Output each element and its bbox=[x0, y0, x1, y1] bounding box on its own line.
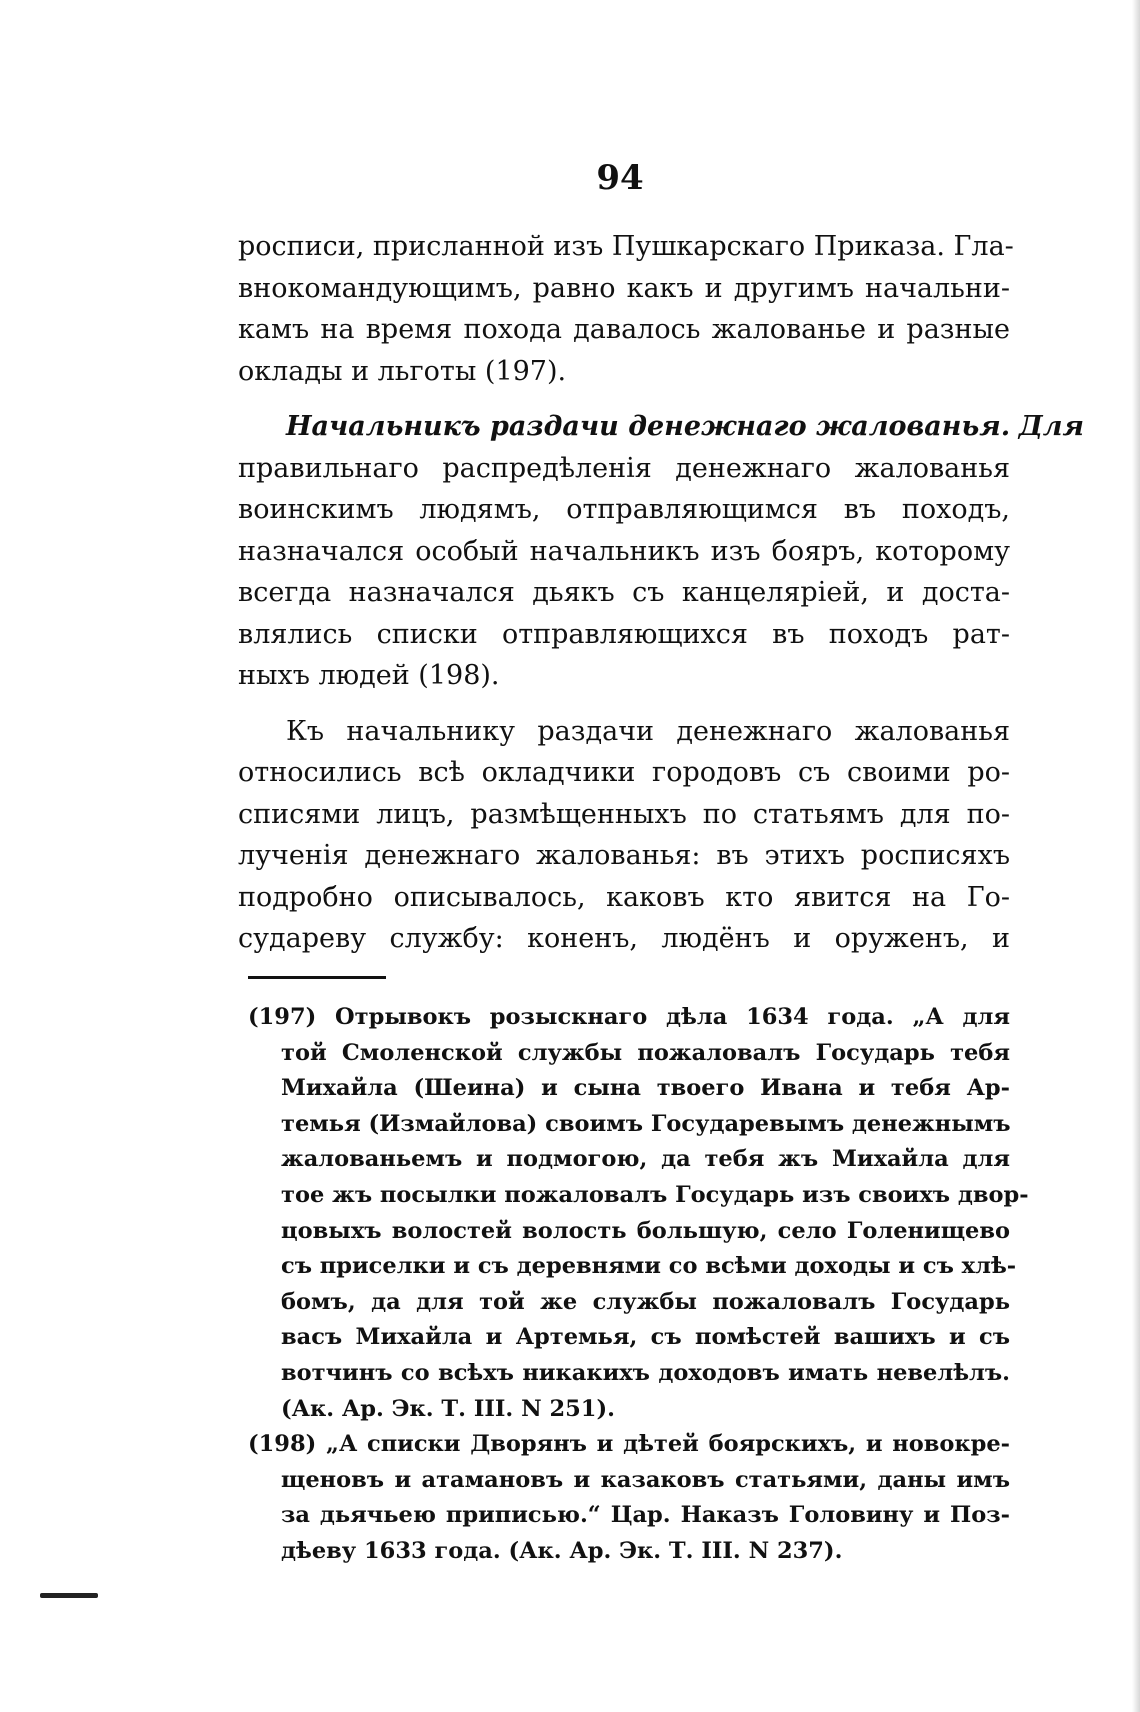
text-line: внокомандующимъ, равно какъ и другимъ начальни- bbox=[238, 272, 1010, 304]
main-text bbox=[238, 226, 1085, 960]
footnote-line: бомъ, да для той же службы пожаловалъ Государь bbox=[281, 1288, 1010, 1315]
section-heading-line bbox=[238, 406, 1085, 448]
text-line: списями лицъ, размѣщенныхъ по статьямъ для по- bbox=[238, 798, 1010, 830]
text-line: относились всѣ окладчики городовъ съ своими ро- bbox=[238, 757, 1010, 788]
text-line: подробно описывалось, каковъ кто явится на Го- bbox=[238, 881, 1010, 913]
text-line: воинскимъ людямъ, отправляющимся въ походъ, bbox=[238, 494, 1010, 525]
footnote-line: темья (Измайлова) своимъ Государевымъ денежнымъ bbox=[281, 1110, 1011, 1137]
footnote-line: Михайла (Шеина) и сына твоего Ивана и тебя Ар- bbox=[281, 1075, 1010, 1102]
page-edge-shadow bbox=[1132, 0, 1140, 1712]
text-line: ныхъ людей (198). bbox=[238, 660, 500, 691]
text-line: судареву службу: коненъ, людёнъ и оруженъ, и bbox=[238, 923, 1010, 954]
footnote-line: цовыхъ волостей волость большую, село Голенищево bbox=[281, 1217, 1010, 1244]
footnotes bbox=[248, 1000, 1029, 1570]
footnote-line: вотчинъ со всѣхъ никакихъ доходовъ имать невелѣлъ. bbox=[281, 1359, 1010, 1386]
scan-artifact bbox=[40, 1593, 98, 1598]
footnote-divider bbox=[248, 976, 386, 979]
footnote-text: Отрывокъ розыскнаго дѣла 1634 года. „А для bbox=[335, 1004, 1010, 1030]
footnote-line: (Ак. Ар. Эк. Т. III. N 251). bbox=[281, 1395, 615, 1422]
footnote-marker: (197) bbox=[248, 1004, 317, 1030]
text-line: камъ на время похода давалось жалованье и разные bbox=[238, 314, 1010, 345]
text-fragment: Для bbox=[1018, 411, 1085, 442]
footnote-marker: (198) bbox=[248, 1431, 317, 1458]
footnote-line: за дьячьею приписью.“ Цар. Наказъ Головину и Поз- bbox=[281, 1502, 1010, 1529]
text-line: оклады и льготы (197). bbox=[238, 355, 567, 387]
footnote-line: тое жъ посылки пожаловалъ Государь изъ своихъ двор- bbox=[281, 1181, 1029, 1208]
text-line: всегда назначался дьякъ съ канцеляріей, и доста- bbox=[238, 577, 1010, 608]
text-line: влялись списки отправляющихся въ походъ рат- bbox=[238, 618, 1010, 650]
text-line: назначался особый начальникъ изъ бояръ, которому bbox=[238, 535, 1010, 567]
footnote-line: дѣеву 1633 года. (Ак. Ар. Эк. Т. III. N 237). bbox=[281, 1537, 843, 1564]
page-number: 94 bbox=[596, 158, 644, 198]
text-line: Къ начальнику раздачи денежнаго жалованья bbox=[286, 715, 1010, 747]
footnote-line: съ приселки и съ деревнями со всѣми доходы и съ хлѣ- bbox=[281, 1253, 1017, 1280]
footnote-line: той Смоленской службы пожаловалъ Государь тебя bbox=[281, 1039, 1010, 1066]
footnote-line: васъ Михайла и Артемья, съ помѣстей вашихъ и съ bbox=[281, 1324, 1010, 1351]
section-heading: Начальникъ раздачи денежнаго жалованья. bbox=[286, 411, 1011, 442]
footnote-line: щеновъ и атамановъ и казаковъ статьями, даны имъ bbox=[281, 1466, 1010, 1493]
text-line: лученія денежнаго жалованья: въ этихъ росписяхъ bbox=[238, 840, 1010, 871]
text-line: росписи, присланной изъ Пушкарскаго Приказа. Гла- bbox=[238, 231, 1014, 262]
text-line: правильнаго распредѣленія денежнаго жалованья bbox=[238, 452, 1010, 484]
footnote-line bbox=[248, 1427, 1010, 1463]
footnote-text: „А списки Дворянъ и дѣтей боярскихъ, и новокре- bbox=[326, 1431, 1010, 1458]
footnote-line: жалованьемъ и подмогою, да тебя жъ Михайла для bbox=[281, 1146, 1010, 1173]
footnote-line bbox=[248, 1000, 1010, 1036]
